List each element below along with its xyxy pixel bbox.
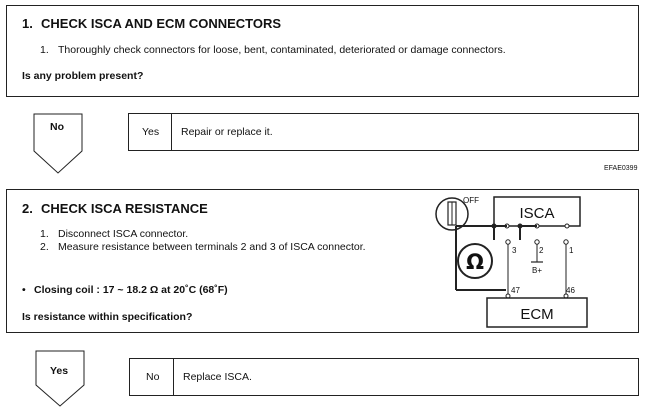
yes-arrow-shape [35,350,87,408]
step1-item-number: 1. [40,44,49,56]
no-arrow-label: No [50,121,64,133]
yes-arrow-label: Yes [50,365,69,377]
b-plus-label: B+ [532,266,543,275]
step2-number: 2. [22,201,33,216]
step2-item2-number: 2. [40,241,49,253]
step2-item1-text: Disconnect ISCA connector. [58,228,189,240]
pin-3: 3 [512,246,517,255]
ecm-label: ECM [520,306,554,323]
ohm-symbol: Ω [466,250,484,274]
pin-1: 1 [569,246,574,255]
ohmmeter-icon [458,244,492,278]
off-label: OFF [463,196,479,205]
spec-bullet: • [22,284,26,296]
step2-item2-text: Measure resistance between terminals 2 and 3 of ISCA connector. [58,241,366,253]
step2-title: CHECK ISCA RESISTANCE [41,201,208,216]
branch1-answer: Yes [142,126,160,138]
figure-code: EFAE0399 [604,165,638,172]
step1-question: Is any problem present? [22,70,144,82]
branch2-answer: No [146,371,160,383]
branch1-divider [171,113,172,151]
pin-47: 47 [511,286,520,295]
step2-item1-number: 1. [40,228,49,240]
branch1-action: Repair or replace it. [181,126,273,138]
step1-number: 1. [22,16,33,31]
branch2-action: Replace ISCA. [183,371,252,383]
isca-pin-right [565,224,569,228]
spec-text: Closing coil : 17 ~ 18.2 Ω at 20˚C (68˚F) [34,284,228,296]
step1-item-text: Thoroughly check connectors for loose, bent, contaminated, deteriorated or damage connectors. [58,44,506,56]
isca-wiring-diagram [432,192,602,332]
pin-2: 2 [539,246,544,255]
step2-question: Is resistance within specification? [22,311,193,323]
pin-46: 46 [566,286,575,295]
isca-label: ISCA [519,205,555,222]
branch2-divider [173,358,174,396]
step1-title: CHECK ISCA AND ECM CONNECTORS [41,16,282,31]
